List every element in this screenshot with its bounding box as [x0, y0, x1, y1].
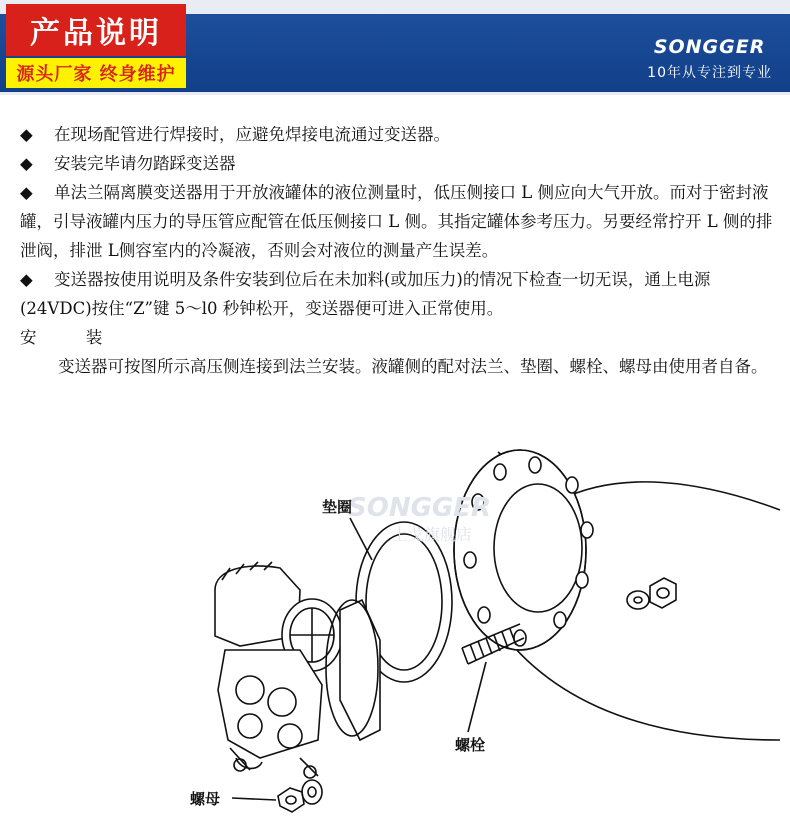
bullet-text-1: 在现场配管进行焊接时，应避免焊接电流通过变送器。	[54, 125, 450, 144]
bullet-paragraph-2	[20, 149, 775, 178]
brand-name: SONGGER	[653, 36, 766, 58]
tank-wall	[560, 482, 780, 510]
bullet-text-3: 单法兰隔离膜变送器用于开放液罐体的液位测量时，低压侧接口 L 侧应向大气开放。而对于密封液罐，引导液罐内压力的导压管应配管在低压侧接口 L 侧。其指定罐体参考压力。另要经常拧开 L 侧的排泄阀，排泄 L侧容室内的冷凝液，否则会对液位的测量产生误差。	[20, 183, 773, 260]
bullet-text-2: 安装完毕请勿踏踩变送器	[54, 154, 236, 173]
tank-wall	[500, 630, 780, 740]
label-bolt: 螺栓	[455, 736, 486, 754]
watermark-brand: SONGGER	[348, 493, 492, 523]
bullet-text-4: 变送器按使用说明及条件安装到位后在未加料(或加压力)的情况下检查一切无误，通上电源(24VDC)按住“Z”键 5～l0 秒钟松开，变送器便可进入正常使用。	[20, 270, 711, 318]
bullet-paragraph-4	[20, 265, 775, 323]
leader-bolt	[468, 662, 486, 732]
page-title: 产品说明	[30, 16, 162, 51]
bullet-paragraph-3	[20, 178, 775, 265]
watermark-store: 上戈旗舰店	[392, 525, 473, 544]
diamond-bullet-icon: ◆	[20, 125, 33, 144]
brand-tagline: 10年从专注到专业	[647, 65, 772, 81]
nut-washer-right	[627, 578, 676, 609]
install-paragraph: 变送器可按图所示高压侧连接到法兰安装。液罐侧的配对法兰、垫圈、螺栓、螺母由使用者自备。	[58, 357, 768, 376]
installation-diagram	[0, 440, 790, 817]
leader-gasket	[350, 518, 372, 560]
page-subtitle: 源头厂家 终身维护	[16, 64, 176, 85]
transmitter	[215, 562, 380, 778]
bullet-paragraph-1	[20, 120, 775, 149]
diamond-bullet-icon: ◆	[20, 270, 33, 289]
diamond-bullet-icon: ◆	[20, 183, 33, 202]
header-banner	[0, 0, 790, 95]
label-nut: 螺母	[190, 790, 221, 808]
label-gasket: 垫圈	[322, 498, 353, 516]
nut-washer-bottom	[278, 780, 322, 812]
brand-logo	[647, 36, 772, 82]
instructions-text	[20, 120, 775, 381]
leader-nut	[232, 798, 276, 800]
title-box	[6, 4, 186, 56]
diamond-bullet-icon: ◆	[20, 154, 33, 173]
subtitle-box	[6, 58, 186, 88]
section-heading: 安 装	[20, 328, 125, 347]
mating-flange	[454, 450, 593, 650]
